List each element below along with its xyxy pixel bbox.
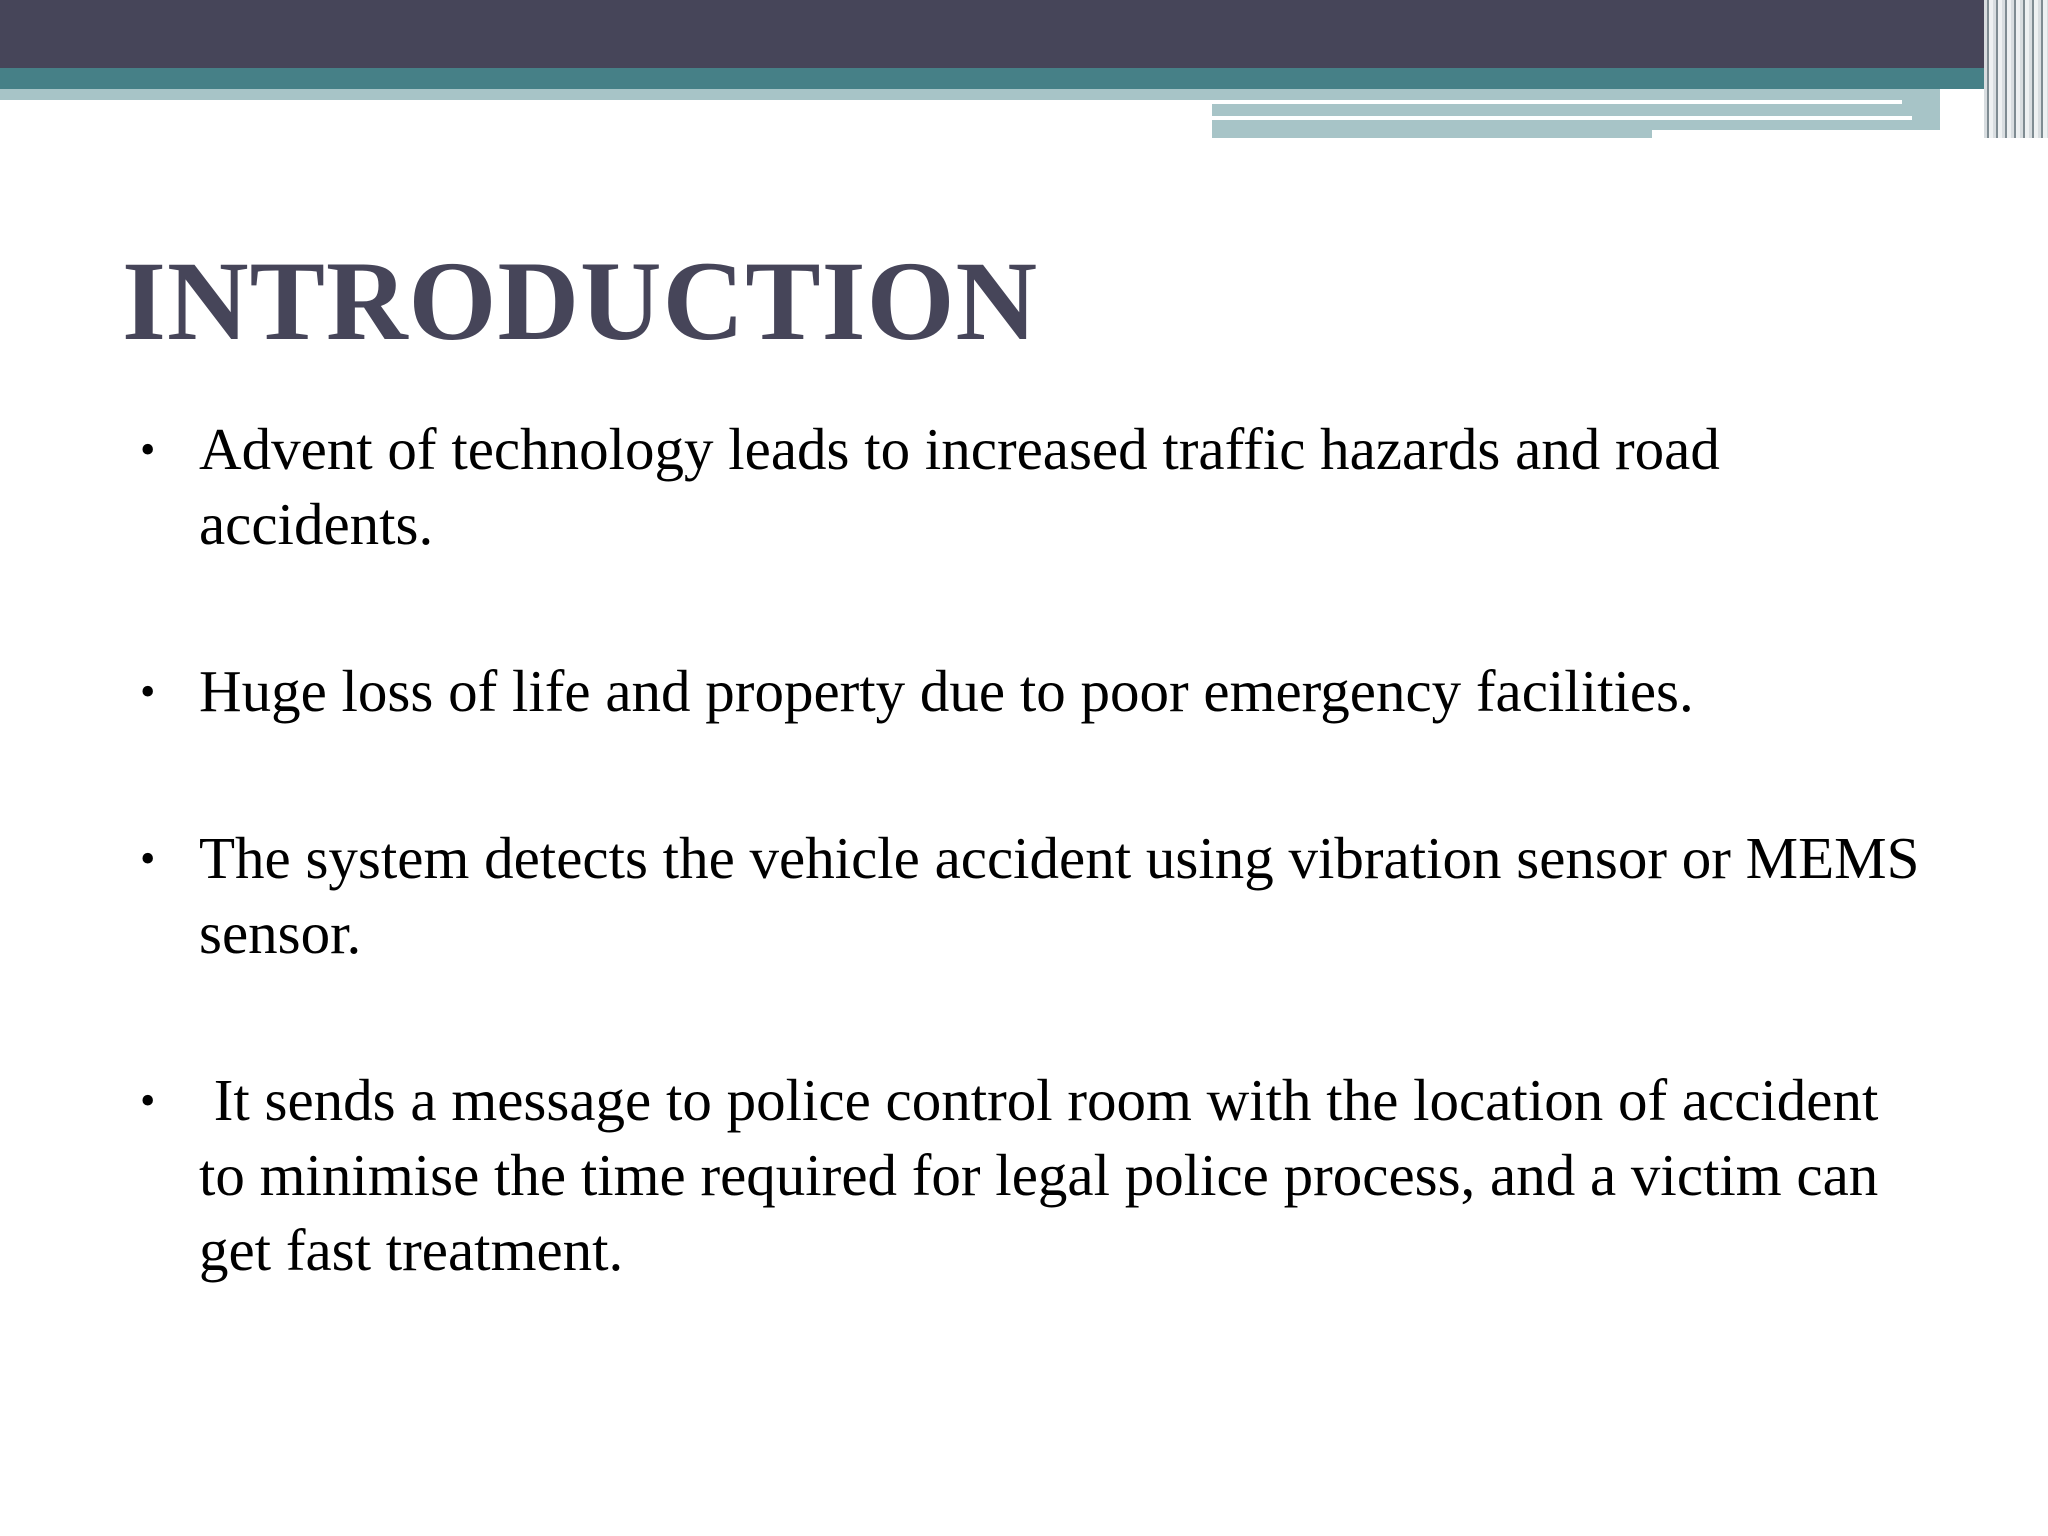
bullet-icon: • <box>140 834 156 883</box>
bullet-icon: • <box>140 425 156 474</box>
bullet-item <box>140 654 1930 729</box>
bullet-text: The system detects the vehicle accident using vibration sensor or MEMS sensor. <box>199 825 1920 966</box>
bullet-item <box>140 412 1930 562</box>
bullet-list <box>140 412 1930 1380</box>
bullet-icon: • <box>140 667 156 716</box>
header-light-strip <box>0 89 1212 100</box>
header-dark-band <box>0 0 2048 68</box>
header-accent-line <box>1212 116 1912 120</box>
header-right-stripes <box>1984 0 2048 138</box>
header-teal-band <box>0 68 2048 89</box>
bullet-item <box>140 821 1930 971</box>
bullet-text: Huge loss of life and property due to poor emergency facilities. <box>199 658 1694 724</box>
header-accent-line <box>1212 100 1902 104</box>
bullet-icon: • <box>140 1076 156 1125</box>
slide-title: INTRODUCTION <box>122 239 1039 364</box>
bullet-item <box>140 1063 1930 1288</box>
header-accent-notch <box>1652 130 1940 138</box>
bullet-text: Advent of technology leads to increased traffic hazards and road accidents. <box>199 416 1720 557</box>
bullet-text: It sends a message to police control room with the location of accident to minimise the time required for legal police process, and a victim can get fast treatment. <box>199 1067 1894 1283</box>
